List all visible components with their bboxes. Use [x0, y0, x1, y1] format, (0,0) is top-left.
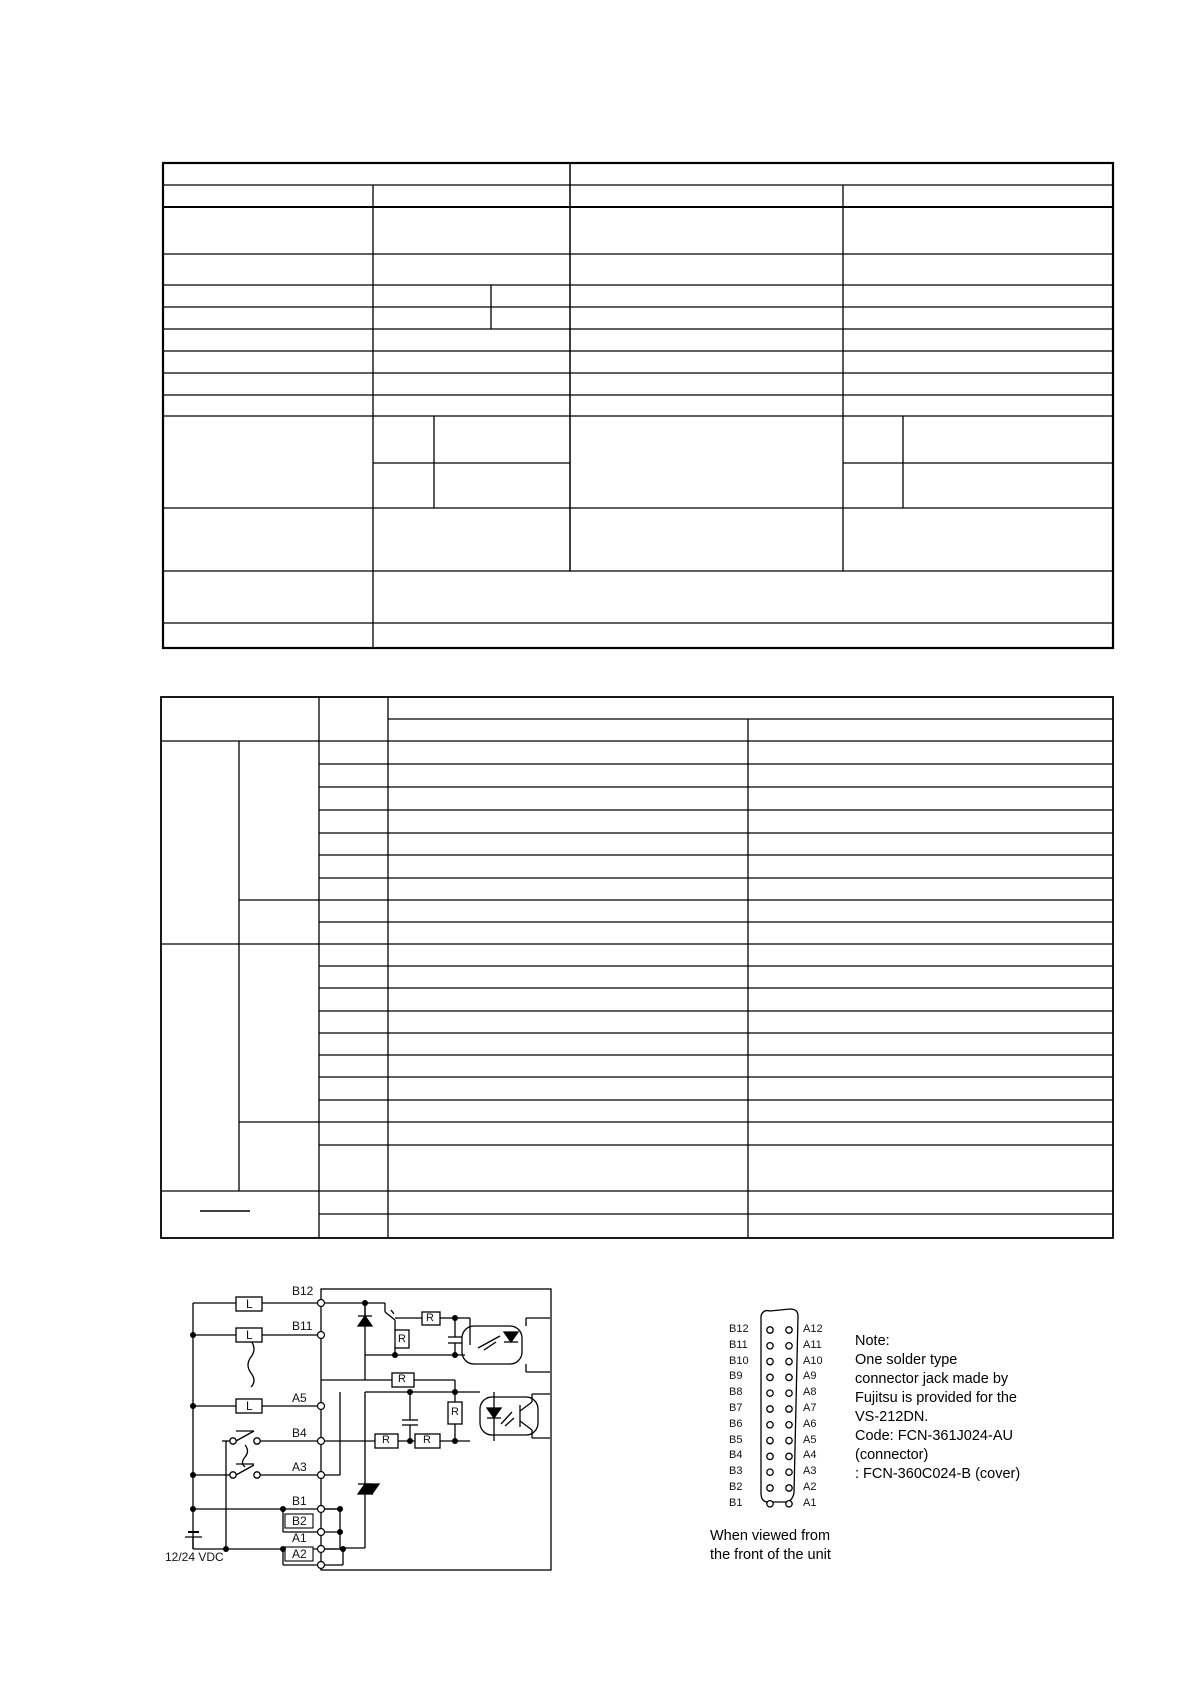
junction-dot: [452, 1438, 458, 1444]
junction-dot: [337, 1506, 343, 1512]
terminal-label-a3: A3: [292, 1460, 307, 1474]
terminal-dot-a2: [318, 1562, 325, 1569]
connector-pin-hole: [767, 1358, 773, 1364]
connector-right-pin-label: A2: [803, 1481, 817, 1493]
junction-dot: [190, 1472, 196, 1478]
connector-right-pin-label: A5: [803, 1433, 817, 1446]
connector-pin-hole: [767, 1374, 773, 1380]
junction-dot: [362, 1300, 368, 1306]
terminal-dot-b4: [318, 1438, 325, 1445]
connector-pin-hole: [786, 1501, 792, 1507]
connector-left-pin-label: B12: [729, 1323, 749, 1335]
terminal-dot-b12: [318, 1300, 325, 1307]
terminal-dot-b11: [318, 1332, 325, 1339]
junction-dot: [407, 1438, 413, 1444]
terminal-label-a1: A1: [292, 1531, 307, 1545]
connector-right-pin-label: A11: [803, 1338, 822, 1351]
load-label-3: L: [246, 1399, 253, 1413]
resistor-label-6: R: [423, 1434, 431, 1446]
connector-pin-hole: [767, 1343, 773, 1349]
connector-pin-hole: [786, 1406, 792, 1412]
terminal-dot-b1: [318, 1506, 325, 1513]
connector-pin-hole: [786, 1453, 792, 1459]
resistor-label-3: R: [398, 1373, 406, 1385]
connector-left-pin-label: B5: [729, 1433, 743, 1446]
load-label-1: L: [246, 1297, 253, 1311]
terminal-label-a5: A5: [292, 1391, 307, 1405]
connector-pin-hole: [767, 1469, 773, 1475]
pin-assignment-table: [161, 697, 1113, 1238]
note-line: VS-212DN.: [855, 1409, 929, 1425]
terminal-label-b11: B11: [292, 1319, 313, 1333]
connector-pin-hole: [767, 1327, 773, 1333]
connector-pin-hole: [767, 1422, 773, 1428]
connector-left-pin-label: B1: [729, 1496, 743, 1509]
connector-right-pin-label: A3: [803, 1465, 817, 1478]
connector-pin-hole: [786, 1374, 792, 1380]
connector-right-pin-label: A1: [803, 1496, 817, 1509]
terminal-label-a2: A2: [292, 1547, 307, 1561]
connector-pin-hole: [767, 1501, 773, 1507]
connector-pin-hole: [786, 1422, 792, 1428]
connector-view-caption: [710, 1527, 831, 1565]
connector-pin-hole: [786, 1358, 792, 1364]
note-line: Note:: [855, 1333, 890, 1349]
resistor-label-2: R: [398, 1333, 406, 1345]
note-line: connector jack made by: [855, 1371, 1009, 1387]
connector-pin-hole: [786, 1469, 792, 1475]
terminal-label-b2: B2: [292, 1514, 307, 1528]
connector-left-pin-label: B8: [729, 1386, 743, 1399]
connector-pin-hole: [786, 1390, 792, 1396]
connector-right-pin-label: A10: [803, 1354, 823, 1367]
connector-left-pin-label: B9: [729, 1370, 743, 1383]
terminal-dot-b2: [318, 1529, 325, 1536]
connector-pin-hole: [767, 1390, 773, 1396]
junction-dot: [280, 1546, 286, 1552]
connector-right-pin-label: A8: [803, 1386, 817, 1399]
junction-dot: [407, 1389, 413, 1395]
junction-dot: [337, 1529, 343, 1535]
note-line: Fujitsu is provided for the: [855, 1390, 1017, 1406]
resistor-label-4: R: [451, 1406, 459, 1418]
connector-pin-hole: [767, 1406, 773, 1412]
terminal-label-b12: B12: [292, 1284, 314, 1298]
connector-pin-hole: [786, 1327, 792, 1333]
junction-dot: [280, 1506, 286, 1512]
note-line: (connector): [855, 1447, 929, 1463]
terminal-dot-a5: [318, 1403, 325, 1410]
connector-right-pin-label: A6: [803, 1417, 817, 1430]
connector-pin-hole: [786, 1485, 792, 1491]
connector-left-pin-label: B7: [729, 1402, 743, 1414]
junction-dot: [190, 1332, 196, 1338]
connector-left-pin-label: B2: [729, 1481, 743, 1493]
connector-note: [855, 1332, 1020, 1484]
connector-pin-hole: [767, 1453, 773, 1459]
connector-right-pin-label: A4: [803, 1449, 817, 1462]
junction-dot: [340, 1546, 346, 1552]
connector-pin-hole: [767, 1437, 773, 1443]
connector-left-pin-label: B6: [729, 1417, 743, 1430]
note-line: : FCN-360C024-B (cover): [855, 1466, 1021, 1482]
load-label-2: L: [246, 1328, 253, 1342]
spec-table: [163, 163, 1113, 648]
junction-dot: [392, 1352, 398, 1358]
connector-left-pin-label: B3: [729, 1465, 743, 1478]
resistor-label-1: R: [426, 1312, 434, 1324]
connector-left-pin-label: B10: [729, 1354, 749, 1367]
junction-dot: [190, 1403, 196, 1409]
connector-right-pin-label: A12: [803, 1323, 823, 1335]
junction-dot: [452, 1389, 458, 1395]
connector-pin-hole: [786, 1437, 792, 1443]
supply-voltage-label: 12/24 VDC: [165, 1550, 224, 1564]
connector-left-pin-label: B4: [729, 1449, 743, 1462]
view-caption-line: the front of the unit: [710, 1547, 831, 1563]
terminal-label-b1: B1: [292, 1494, 307, 1508]
junction-dot: [452, 1352, 458, 1358]
resistor-label-5: R: [382, 1434, 390, 1446]
view-caption-line: When viewed from: [710, 1528, 831, 1544]
junction-dot: [190, 1506, 196, 1512]
terminal-label-b4: B4: [292, 1426, 307, 1440]
junction-dot: [452, 1315, 458, 1321]
connector-right-pin-label: A7: [803, 1402, 817, 1414]
note-line: Code: FCN-361J024-AU: [855, 1428, 1013, 1444]
connector-pin-hole: [786, 1343, 792, 1349]
terminal-dot-a3: [318, 1472, 325, 1479]
terminal-dot-a1: [318, 1546, 325, 1553]
connector-pins: [767, 1327, 792, 1507]
connector-left-pin-label: B11: [729, 1338, 748, 1351]
connector-right-pin-label: A9: [803, 1370, 817, 1383]
connector-pin-hole: [767, 1485, 773, 1491]
note-line: One solder type: [855, 1352, 958, 1368]
